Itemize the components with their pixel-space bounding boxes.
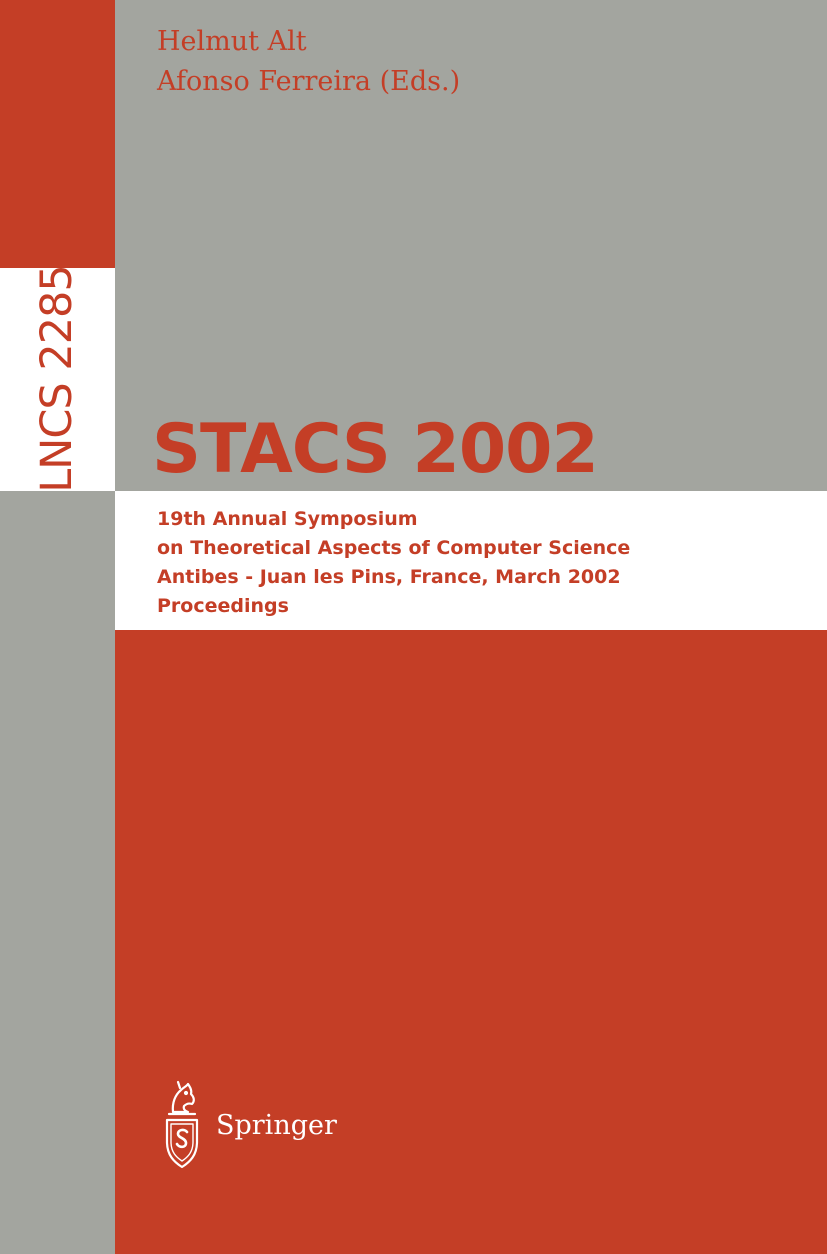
left-strip-gray [0, 491, 115, 1254]
series-label: LNCS 2285 [32, 265, 82, 493]
series-box [0, 265, 115, 493]
publisher-block [156, 1076, 337, 1174]
subtitle-line: on Theoretical Aspects of Computer Science [157, 537, 631, 559]
book-title: STACS 2002 [152, 410, 598, 489]
editor-name: Helmut Alt [157, 26, 307, 57]
left-strip-red [0, 0, 115, 268]
publisher-name: Springer [216, 1109, 337, 1141]
editor-name: Afonso Ferreira (Eds.) [157, 66, 461, 97]
subtitle-line: 19th Annual Symposium [157, 508, 418, 530]
editors [157, 22, 460, 102]
book-subtitle [157, 505, 630, 621]
springer-knight-icon [156, 1076, 208, 1174]
subtitle-line: Proceedings [157, 595, 289, 617]
subtitle-line: Antibes - Juan les Pins, France, March 2002 [157, 566, 621, 588]
